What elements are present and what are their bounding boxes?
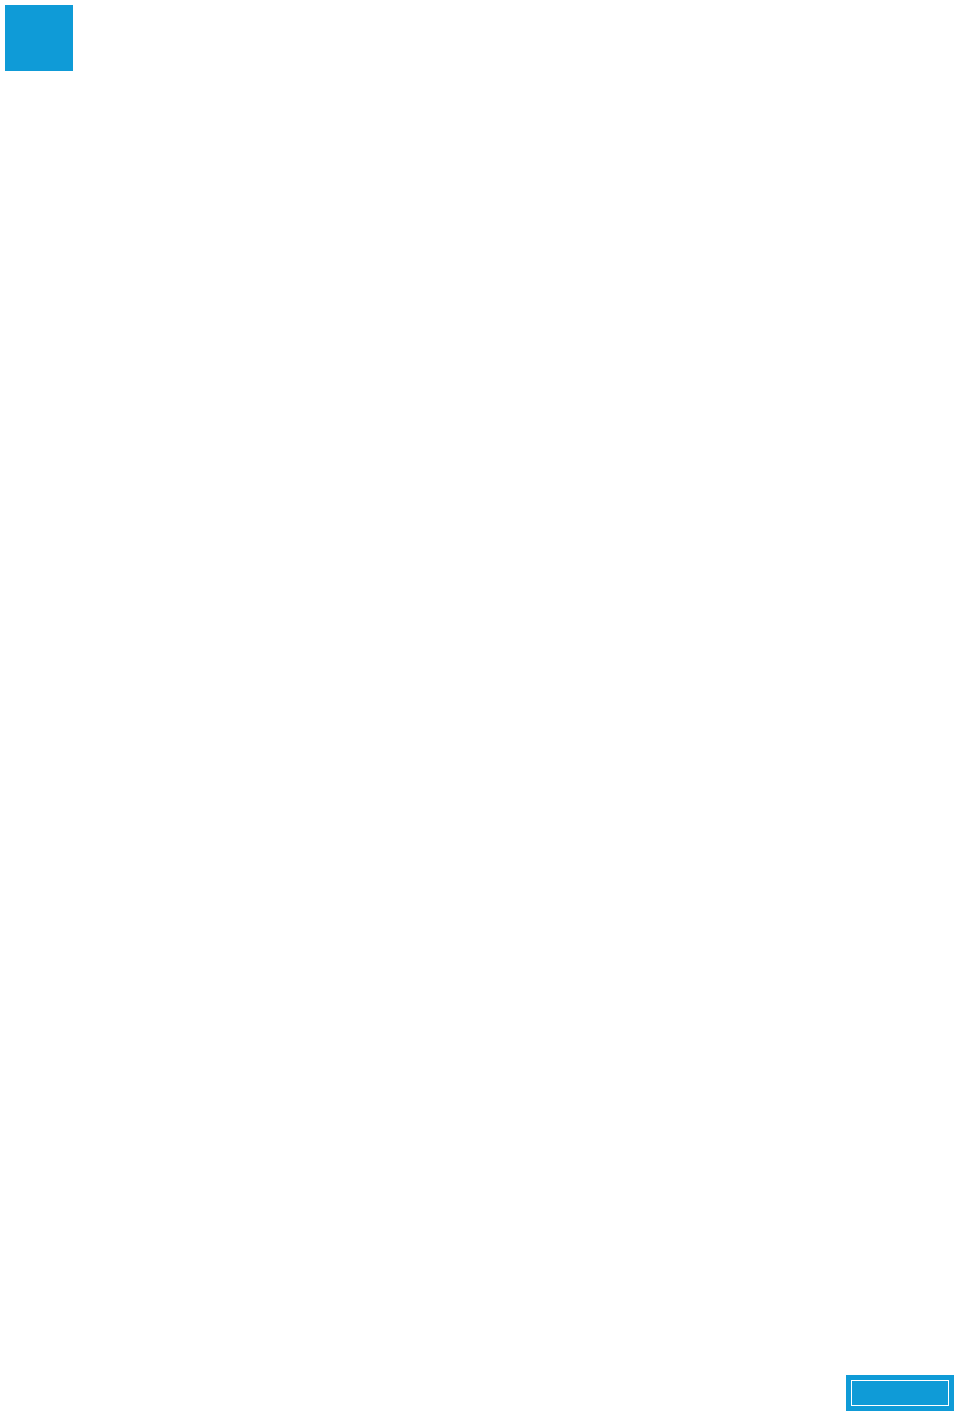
quarter-badge [5, 5, 73, 71]
equity-header [83, 746, 795, 798]
footnote-1 [83, 633, 103, 647]
sandvik-logo [846, 1375, 954, 1411]
equity-change-table [83, 746, 795, 798]
logo-text [851, 1380, 949, 1406]
footnote-2 [83, 652, 103, 666]
